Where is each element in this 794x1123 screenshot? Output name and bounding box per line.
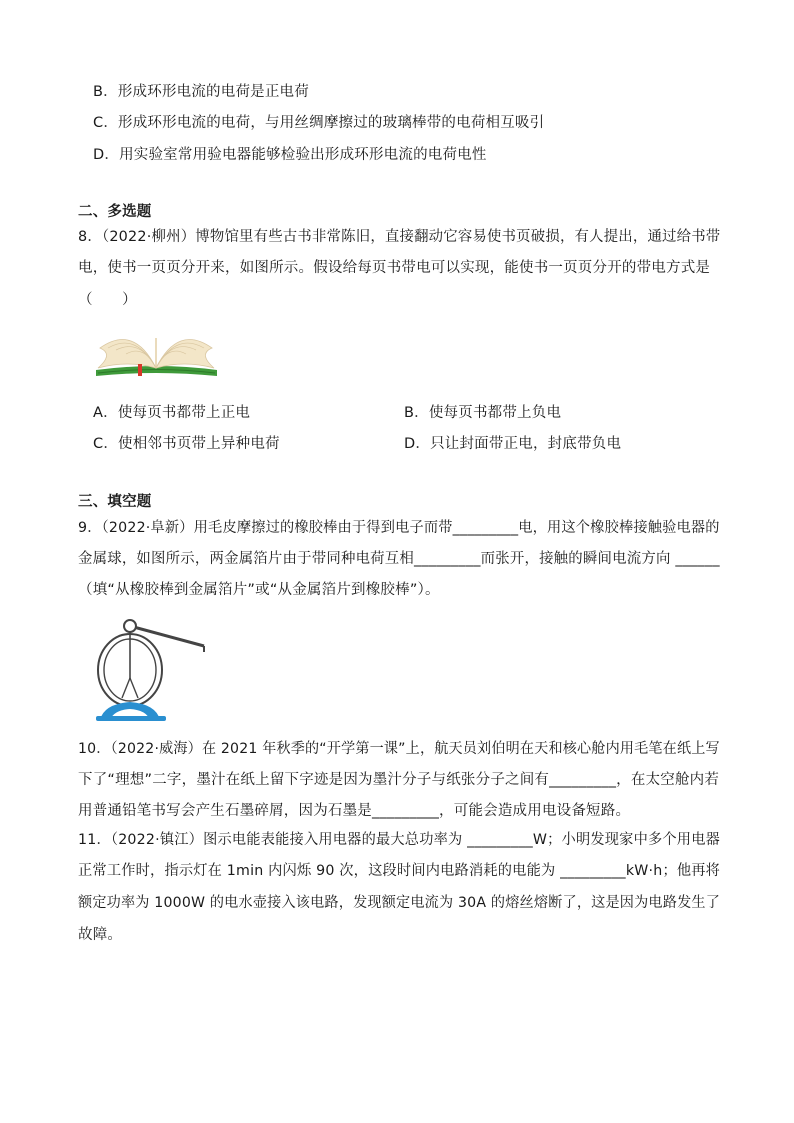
q7-option-c: C．形成环形电流的电荷，与用丝绸摩擦过的玻璃棒带的电荷相互吸引 [93, 115, 545, 131]
electroscope-icon [92, 612, 210, 724]
q11-line-2: 正常工作时，指示灯在 1min 内闪烁 90 次，这段时间内电路消耗的电能为 _________kW·h；他再将 [78, 863, 721, 879]
q7-option-d: D．用实验室常用验电器能够检验出形成环形电流的电荷电性 [93, 147, 487, 163]
q9-line-1: 9．（2022·阜新）用毛皮摩擦过的橡胶棒由于得到电子而带_________电，用这个橡胶棒接触验电器的 [78, 520, 720, 536]
q11-line-4: 故障。 [78, 927, 123, 943]
q8-line-3: （ ） [78, 292, 137, 308]
section-heading-multi-choice: 二、多选题 [78, 204, 152, 220]
q10-line-3: 用普通铅笔书写会产生石墨碎屑，因为石墨是_________，可能会造成用电设备短路。 [78, 803, 631, 819]
q10-line-2: 下了“理想”二字，墨汁在纸上留下字迹是因为墨汁分子与纸张分子之间有_________，在太空舱内若 [78, 772, 720, 788]
q8-line-1: 8．（2022·柳州）博物馆里有些古书非常陈旧，直接翻动它容易使书页破损，有人提出，通过给书带 [78, 229, 721, 245]
q8-option-a: A．使每页书都带上正电 [93, 405, 251, 421]
q10-line-1: 10．（2022·威海）在 2021 年秋季的“开学第一课”上，航天员刘伯明在天和核心舱内用毛笔在纸上写 [78, 741, 720, 757]
q11-line-3: 额定功率为 1000W 的电水壶接入该电路，发现额定电流为 30A 的熔丝熔断了，这是因为电路发生了 [78, 895, 721, 911]
section-heading-fill-blank: 三、填空题 [78, 494, 152, 510]
q8-line-2: 电，使书一页页分开来，如图所示。假设给每页书带电可以实现，能使书一页页分开的带电方式是 [78, 260, 711, 276]
q7-option-b: B．形成环形电流的电荷是正电荷 [93, 84, 309, 100]
q9-line-3: （填“从橡胶棒到金属箔片”或“从金属箔片到橡胶棒”）。 [78, 582, 440, 598]
q8-option-c: C．使相邻书页带上异种电荷 [93, 436, 280, 452]
open-book-icon [94, 318, 219, 380]
q9-line-2: 金属球，如图所示，两金属箔片由于带同种电荷互相_________而张开，接触的瞬间电流方向 ______ [78, 551, 720, 567]
q8-option-d: D．只让封面带正电，封底带负电 [404, 436, 622, 452]
q8-option-b: B．使每页书都带上负电 [404, 405, 562, 421]
q11-line-1: 11．（2022·镇江）图示电能表能接入用电器的最大总功率为 _________W；小明发现家中多个用电器 [78, 832, 721, 848]
